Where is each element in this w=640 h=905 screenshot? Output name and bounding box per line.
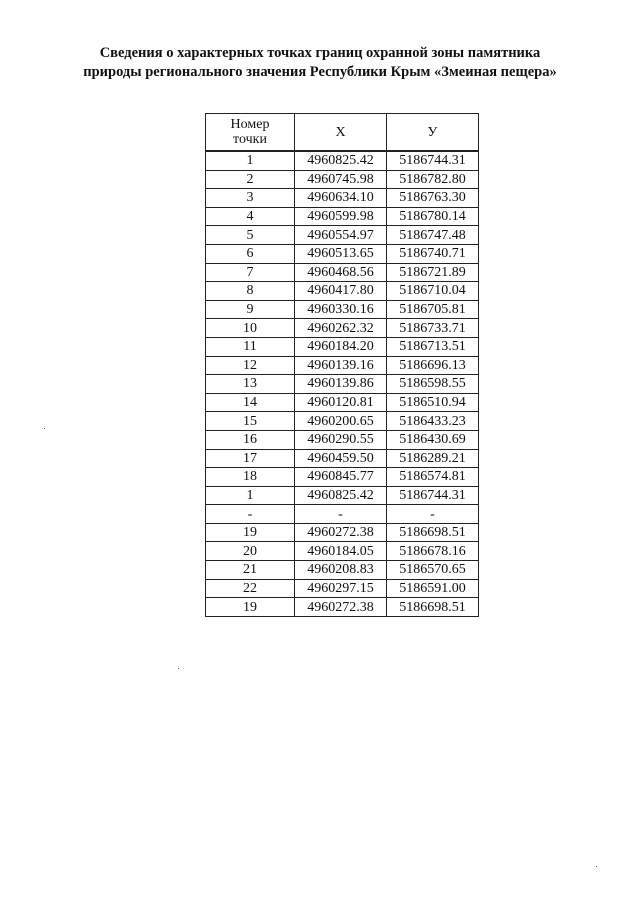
scan-speck [596,866,597,867]
cell-x: 4960513.65 [295,244,387,263]
cell-y: 5186289.21 [387,449,479,468]
table-row [206,207,479,226]
title-line-1: Сведения о характерных точках границ охранной зоны памятника [99,45,541,61]
scan-speck [178,668,179,669]
header-y: У [387,114,479,152]
cell-x: 4960184.05 [295,542,387,561]
table-row [206,505,479,524]
cell-x: 4960468.56 [295,263,387,282]
cell-x: 4960745.98 [295,170,387,189]
table-row [206,486,479,505]
cell-x: 4960825.42 [295,151,387,170]
cell-x: 4960139.16 [295,356,387,375]
cell-y: 5186713.51 [387,337,479,356]
cell-point-number: 16 [206,430,295,449]
cell-point-number: 19 [206,523,295,542]
cell-point-number: 12 [206,356,295,375]
table-row [206,542,479,561]
table-header-row [206,114,479,152]
table-header [206,114,479,152]
table-row [206,319,479,338]
cell-point-number: 6 [206,244,295,263]
cell-y: 5186744.31 [387,151,479,170]
cell-point-number: 18 [206,468,295,487]
table-row [206,300,479,319]
cell-y: 5186698.51 [387,598,479,617]
cell-y: 5186696.13 [387,356,479,375]
cell-y: 5186733.71 [387,319,479,338]
table-body [206,151,479,616]
cell-y: 5186721.89 [387,263,479,282]
cell-x: - [295,505,387,524]
cell-point-number: 8 [206,282,295,301]
table-row [206,170,479,189]
cell-y: 5186678.16 [387,542,479,561]
cell-y: 5186780.14 [387,207,479,226]
table-row [206,244,479,263]
cell-y: 5186510.94 [387,393,479,412]
cell-point-number: 20 [206,542,295,561]
cell-y: 5186598.55 [387,375,479,394]
cell-x: 4960262.32 [295,319,387,338]
document-title [0,44,640,82]
cell-y: - [387,505,479,524]
cell-x: 4960272.38 [295,523,387,542]
cell-y: 5186570.65 [387,561,479,580]
cell-y: 5186591.00 [387,579,479,598]
cell-point-number: 1 [206,486,295,505]
header-point-number [206,114,295,152]
cell-x: 4960459.50 [295,449,387,468]
cell-x: 4960825.42 [295,486,387,505]
table-row [206,151,479,170]
cell-point-number: - [206,505,295,524]
cell-x: 4960139.86 [295,375,387,394]
table-row [206,356,479,375]
cell-x: 4960417.80 [295,282,387,301]
cell-point-number: 19 [206,598,295,617]
cell-y: 5186433.23 [387,412,479,431]
cell-y: 5186574.81 [387,468,479,487]
table-row [206,449,479,468]
cell-y: 5186705.81 [387,300,479,319]
cell-point-number: 4 [206,207,295,226]
table-row [206,579,479,598]
cell-y: 5186710.04 [387,282,479,301]
cell-y: 5186782.80 [387,170,479,189]
cell-x: 4960554.97 [295,226,387,245]
cell-x: 4960200.65 [295,412,387,431]
table-row [206,561,479,580]
cell-point-number: 15 [206,412,295,431]
cell-x: 4960330.16 [295,300,387,319]
cell-x: 4960208.83 [295,561,387,580]
cell-x: 4960599.98 [295,207,387,226]
table-row [206,468,479,487]
table-row [206,412,479,431]
cell-y: 5186698.51 [387,523,479,542]
table-row [206,189,479,208]
cell-point-number: 2 [206,170,295,189]
header-point-number-line-1: Номер [230,117,270,132]
cell-point-number: 17 [206,449,295,468]
cell-x: 4960184.20 [295,337,387,356]
cell-point-number: 1 [206,151,295,170]
cell-y: 5186430.69 [387,430,479,449]
scan-speck [44,428,45,429]
coordinates-table [205,113,479,617]
cell-point-number: 22 [206,579,295,598]
cell-x: 4960272.38 [295,598,387,617]
cell-point-number: 10 [206,319,295,338]
table-row [206,430,479,449]
cell-x: 4960120.81 [295,393,387,412]
table-row [206,523,479,542]
cell-y: 5186763.30 [387,189,479,208]
header-point-number-line-2: точки [233,132,267,147]
table-row [206,375,479,394]
cell-x: 4960290.55 [295,430,387,449]
cell-x: 4960297.15 [295,579,387,598]
cell-x: 4960845.77 [295,468,387,487]
cell-point-number: 9 [206,300,295,319]
header-x: Х [295,114,387,152]
table-row [206,282,479,301]
cell-point-number: 11 [206,337,295,356]
cell-y: 5186744.31 [387,486,479,505]
cell-y: 5186740.71 [387,244,479,263]
cell-y: 5186747.48 [387,226,479,245]
cell-x: 4960634.10 [295,189,387,208]
table-row [206,598,479,617]
table-row [206,263,479,282]
table-row [206,226,479,245]
table-row [206,337,479,356]
cell-point-number: 21 [206,561,295,580]
cell-point-number: 5 [206,226,295,245]
title-line-2: природы регионального значения Республики Крым «Змеиная пещера» [83,64,557,80]
cell-point-number: 14 [206,393,295,412]
cell-point-number: 3 [206,189,295,208]
cell-point-number: 7 [206,263,295,282]
table-row [206,393,479,412]
cell-point-number: 13 [206,375,295,394]
